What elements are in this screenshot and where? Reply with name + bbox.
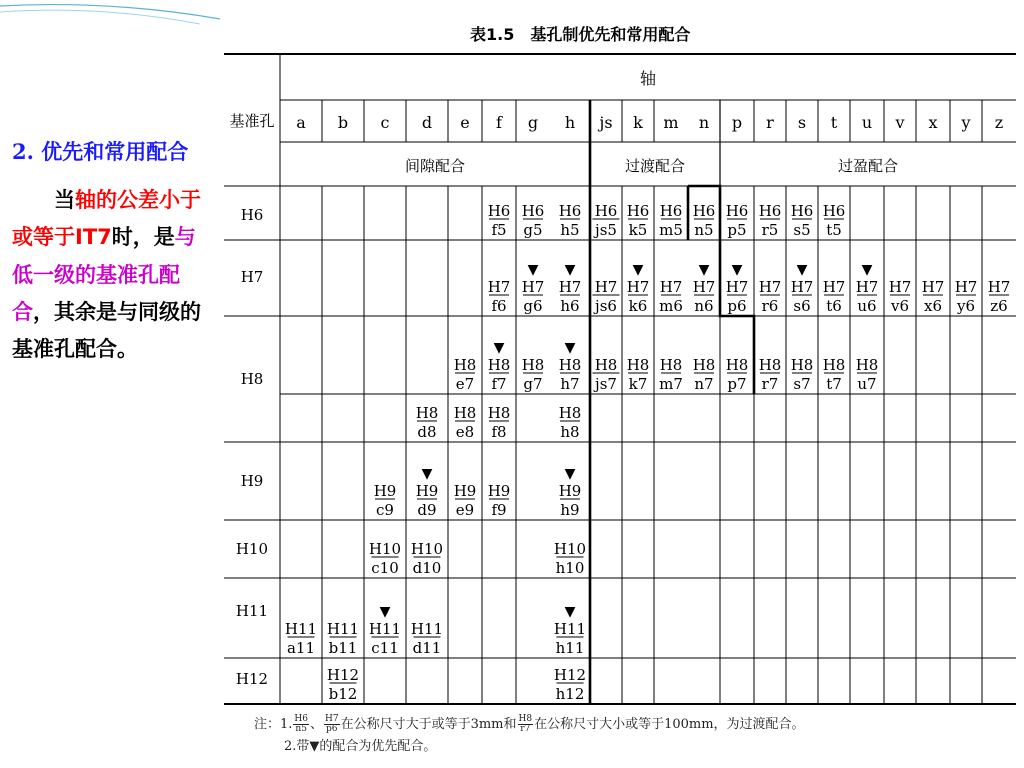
shaft-label-n: n <box>698 113 710 132</box>
fit-denominator-h8: h8 <box>560 423 580 441</box>
fit-denominator-js5: js5 <box>595 221 617 239</box>
fit-numerator: H6 <box>758 202 782 220</box>
shaft-label-v: v <box>895 113 905 132</box>
fit-numerator: H7 <box>888 278 912 296</box>
preferred-fit-marker: ▼ <box>731 262 743 278</box>
fit-denominator-b11: b11 <box>328 639 358 657</box>
fit-numerator: H7 <box>692 278 716 296</box>
preferred-fit-marker: ▼ <box>493 340 505 356</box>
fit-numerator: H11 <box>326 620 360 638</box>
fit-numerator: H7 <box>921 278 945 296</box>
fit-denominator-f9: f9 <box>491 501 507 519</box>
fit-numerator: H11 <box>553 620 587 638</box>
fit-numerator: H8 <box>453 404 477 422</box>
fit-denominator-k5: k5 <box>628 221 648 239</box>
note-fraction-den: r7 <box>520 724 531 734</box>
preferred-fit-marker: ▼ <box>632 262 644 278</box>
shaft-label-e: e <box>460 113 470 132</box>
fit-group-label: 过盈配合 <box>837 157 899 175</box>
shaft-label-t: t <box>830 113 838 132</box>
note-line-1 <box>254 714 805 736</box>
fit-denominator-h11: h11 <box>555 639 585 657</box>
note-fraction-h8-r7 <box>518 715 534 734</box>
base-hole-header: 基准孔 <box>229 112 275 130</box>
note-fraction-num: H6 <box>294 714 308 724</box>
fit-numerator: H7 <box>855 278 879 296</box>
fit-denominator-c9: c9 <box>376 501 394 519</box>
fit-numerator: H7 <box>521 278 545 296</box>
fit-denominator-h6: h6 <box>560 297 580 315</box>
fit-numerator: H8 <box>487 356 511 374</box>
preferred-fit-marker: ▼ <box>379 604 391 620</box>
fit-numerator: H6 <box>725 202 749 220</box>
preferred-fit-marker: ▼ <box>564 466 576 482</box>
fit-denominator-u6: u6 <box>857 297 877 315</box>
fit-numerator: H8 <box>558 404 582 422</box>
fit-numerator: H7 <box>987 278 1011 296</box>
note-fraction-h7-p6 <box>324 715 340 734</box>
fit-denominator-p5: p5 <box>727 221 747 239</box>
fit-numerator: H8 <box>822 356 846 374</box>
fit-numerator: H8 <box>626 356 650 374</box>
fit-denominator-k6: k6 <box>628 297 648 315</box>
preferred-fit-marker: ▼ <box>698 262 710 278</box>
note-separator: 、 <box>309 717 323 732</box>
fit-denominator-h9: h9 <box>560 501 580 519</box>
fit-numerator: H10 <box>410 540 444 558</box>
fit-numerator: H12 <box>553 666 587 684</box>
shaft-label-f: f <box>496 113 502 132</box>
fit-numerator: H7 <box>659 278 683 296</box>
fit-numerator: H6 <box>790 202 814 220</box>
fit-numerator: H8 <box>659 356 683 374</box>
fit-numerator: H8 <box>453 356 477 374</box>
fit-numerator: H7 <box>790 278 814 296</box>
preferred-fit-marker: ▼ <box>564 340 576 356</box>
fit-numerator: H6 <box>521 202 545 220</box>
fit-denominator-g6: g6 <box>523 297 543 315</box>
fit-numerator: H8 <box>594 356 618 374</box>
fit-denominator-h10: h10 <box>555 559 585 577</box>
fit-denominator-m7: m7 <box>659 375 683 393</box>
fit-denominator-f5: f5 <box>491 221 507 239</box>
fit-denominator-p7: p7 <box>727 375 747 393</box>
note-fraction-den: n5 <box>295 724 307 734</box>
fit-numerator: H6 <box>594 202 618 220</box>
explanation-segment: ，其余是与同级的基准孔配合。 <box>12 299 201 361</box>
fit-numerator: H7 <box>594 278 618 296</box>
explanation-segment: 与低一级的基准孔配合 <box>12 224 196 324</box>
shaft-label-h: h <box>564 113 576 132</box>
fit-denominator-c11: c11 <box>371 639 399 657</box>
shaft-label-c: c <box>380 113 390 132</box>
fit-denominator-js6: js6 <box>595 297 617 315</box>
hole-label-h8: H8 <box>240 370 264 388</box>
fit-numerator: H8 <box>725 356 749 374</box>
fit-denominator-a11: a11 <box>286 639 316 657</box>
fit-numerator: H6 <box>626 202 650 220</box>
fit-numerator: H8 <box>790 356 814 374</box>
fit-numerator: H6 <box>487 202 511 220</box>
shaft-label-z: z <box>994 113 1004 132</box>
fit-denominator-z6: z6 <box>990 297 1008 315</box>
fit-numerator: H6 <box>692 202 716 220</box>
hole-label-h7: H7 <box>240 268 264 286</box>
fit-numerator: H8 <box>415 404 439 422</box>
fit-numerator: H9 <box>415 482 439 500</box>
shaft-label-u: u <box>861 113 873 132</box>
hole-label-h10: H10 <box>235 540 269 558</box>
note-preferred-legend: 2.带▼的配合为优先配合。 <box>284 739 437 754</box>
fit-numerator: H9 <box>487 482 511 500</box>
fit-denominator-f8: f8 <box>491 423 507 441</box>
note-line-2 <box>254 736 805 758</box>
preferred-fit-marker: ▼ <box>527 262 539 278</box>
fit-denominator-s6: s6 <box>793 297 811 315</box>
fit-denominator-n5: n5 <box>694 221 714 239</box>
fit-numerator: H10 <box>368 540 402 558</box>
fit-numerator: H8 <box>692 356 716 374</box>
fit-denominator-f6: f6 <box>491 297 507 315</box>
fit-numerator: H9 <box>453 482 477 500</box>
preferred-fit-marker: ▼ <box>421 466 433 482</box>
fit-denominator-m6: m6 <box>659 297 683 315</box>
fit-denominator-p6: p6 <box>727 297 747 315</box>
preferred-fit-marker: ▼ <box>564 604 576 620</box>
fit-denominator-e9: e9 <box>455 501 475 519</box>
fit-denominator-s5: s5 <box>793 221 811 239</box>
fit-denominator-r6: r6 <box>761 297 779 315</box>
fit-group-label: 间隙配合 <box>404 157 466 175</box>
fit-numerator: H11 <box>284 620 318 638</box>
fit-group-label: 过渡配合 <box>624 157 686 175</box>
fit-denominator-u7: u7 <box>857 375 877 393</box>
note-prefix: 注：1. <box>254 717 293 732</box>
note-text-mid: 在公称尺寸大于或等于3mm和 <box>340 717 517 732</box>
fit-numerator: H7 <box>725 278 749 296</box>
fit-numerator: H8 <box>855 356 879 374</box>
note-text-tail: 在公称尺寸大小或等于100mm，为过渡配合。 <box>534 717 805 732</box>
fit-denominator-b12: b12 <box>328 685 358 703</box>
fit-denominator-s7: s7 <box>793 375 811 393</box>
fit-denominator-d8: d8 <box>417 423 437 441</box>
explanation-segment: 时，是 <box>111 224 175 249</box>
shaft-label-k: k <box>633 113 643 132</box>
section-heading: 2. 优先和常用配合 <box>12 139 189 164</box>
fit-denominator-y6: y6 <box>956 297 976 315</box>
shaft-label-js: js <box>599 113 613 132</box>
shaft-label-r: r <box>766 113 774 132</box>
fit-denominator-c10: c10 <box>371 559 399 577</box>
shaft-label-g: g <box>527 113 539 132</box>
shaft-label-p: p <box>731 113 743 132</box>
preferred-fit-marker: ▼ <box>861 262 873 278</box>
fit-denominator-js7: js7 <box>595 375 617 393</box>
fit-denominator-n6: n6 <box>694 297 714 315</box>
fit-denominator-h12: h12 <box>555 685 585 703</box>
explanation-segment: IT7 <box>75 225 112 249</box>
fit-numerator: H7 <box>954 278 978 296</box>
fit-numerator: H7 <box>487 278 511 296</box>
preferred-fit-marker: ▼ <box>796 262 808 278</box>
shaft-label-d: d <box>421 113 433 132</box>
fit-numerator: H8 <box>521 356 545 374</box>
fit-numerator: H11 <box>410 620 444 638</box>
fit-denominator-n7: n7 <box>694 375 714 393</box>
hole-label-h11: H11 <box>235 602 269 620</box>
fit-numerator: H7 <box>558 278 582 296</box>
fit-denominator-d9: d9 <box>417 501 437 519</box>
fit-denominator-r5: r5 <box>761 221 779 239</box>
fit-denominator-t6: t6 <box>826 297 842 315</box>
hole-label-h9: H9 <box>240 472 264 490</box>
fit-denominator-f7: f7 <box>491 375 507 393</box>
fit-denominator-d11: d11 <box>412 639 442 657</box>
table-title: 表1.5 基孔制优先和常用配合 <box>470 25 691 44</box>
fit-denominator-t7: t7 <box>826 375 842 393</box>
fit-denominator-g5: g5 <box>523 221 543 239</box>
shaft-label-m: m <box>663 113 679 132</box>
shaft-label-s: s <box>797 113 807 132</box>
fit-denominator-e8: e8 <box>455 423 475 441</box>
fit-numerator: H6 <box>659 202 683 220</box>
shaft-header: 轴 <box>639 69 657 88</box>
fit-denominator-m5: m5 <box>659 221 683 239</box>
fit-numerator: H10 <box>553 540 587 558</box>
fit-numerator: H7 <box>822 278 846 296</box>
shaft-label-y: y <box>961 113 971 132</box>
note-fraction-num: H8 <box>518 714 533 724</box>
fit-denominator-v6: v6 <box>890 297 910 315</box>
hole-label-h6: H6 <box>240 206 264 224</box>
fit-numerator: H9 <box>373 482 397 500</box>
fit-numerator: H8 <box>758 356 782 374</box>
fit-numerator: H6 <box>558 202 582 220</box>
fit-denominator-g7: g7 <box>523 375 543 393</box>
note-fraction-num: H7 <box>325 714 339 724</box>
fit-numerator: H8 <box>487 404 511 422</box>
fit-denominator-k7: k7 <box>628 375 648 393</box>
fit-denominator-r7: r7 <box>761 375 779 393</box>
note-fraction-den: p6 <box>326 724 338 734</box>
fit-denominator-d10: d10 <box>412 559 442 577</box>
shaft-label-a: a <box>296 113 306 132</box>
fit-denominator-x6: x6 <box>923 297 943 315</box>
fit-numerator: H7 <box>626 278 650 296</box>
preferred-fit-marker: ▼ <box>564 262 576 278</box>
fit-numerator: H12 <box>326 666 360 684</box>
fit-denominator-h5: h5 <box>560 221 580 239</box>
fit-numerator: H8 <box>558 356 582 374</box>
fit-denominator-h7: h7 <box>560 375 580 393</box>
fit-denominator-t5: t5 <box>826 221 842 239</box>
shaft-label-b: b <box>337 113 349 132</box>
fit-numerator: H7 <box>758 278 782 296</box>
fit-numerator: H11 <box>368 620 402 638</box>
shaft-label-x: x <box>928 113 938 132</box>
fit-denominator-e7: e7 <box>455 375 475 393</box>
table-notes <box>254 714 805 758</box>
explanation-segment: 当 <box>54 187 75 212</box>
note-fraction-h6-n5 <box>293 715 309 734</box>
fit-numerator: H6 <box>822 202 846 220</box>
hole-label-h12: H12 <box>235 670 269 688</box>
explanation-segment: 轴的公差小于或等于 <box>12 187 201 249</box>
fit-numerator: H9 <box>558 482 582 500</box>
